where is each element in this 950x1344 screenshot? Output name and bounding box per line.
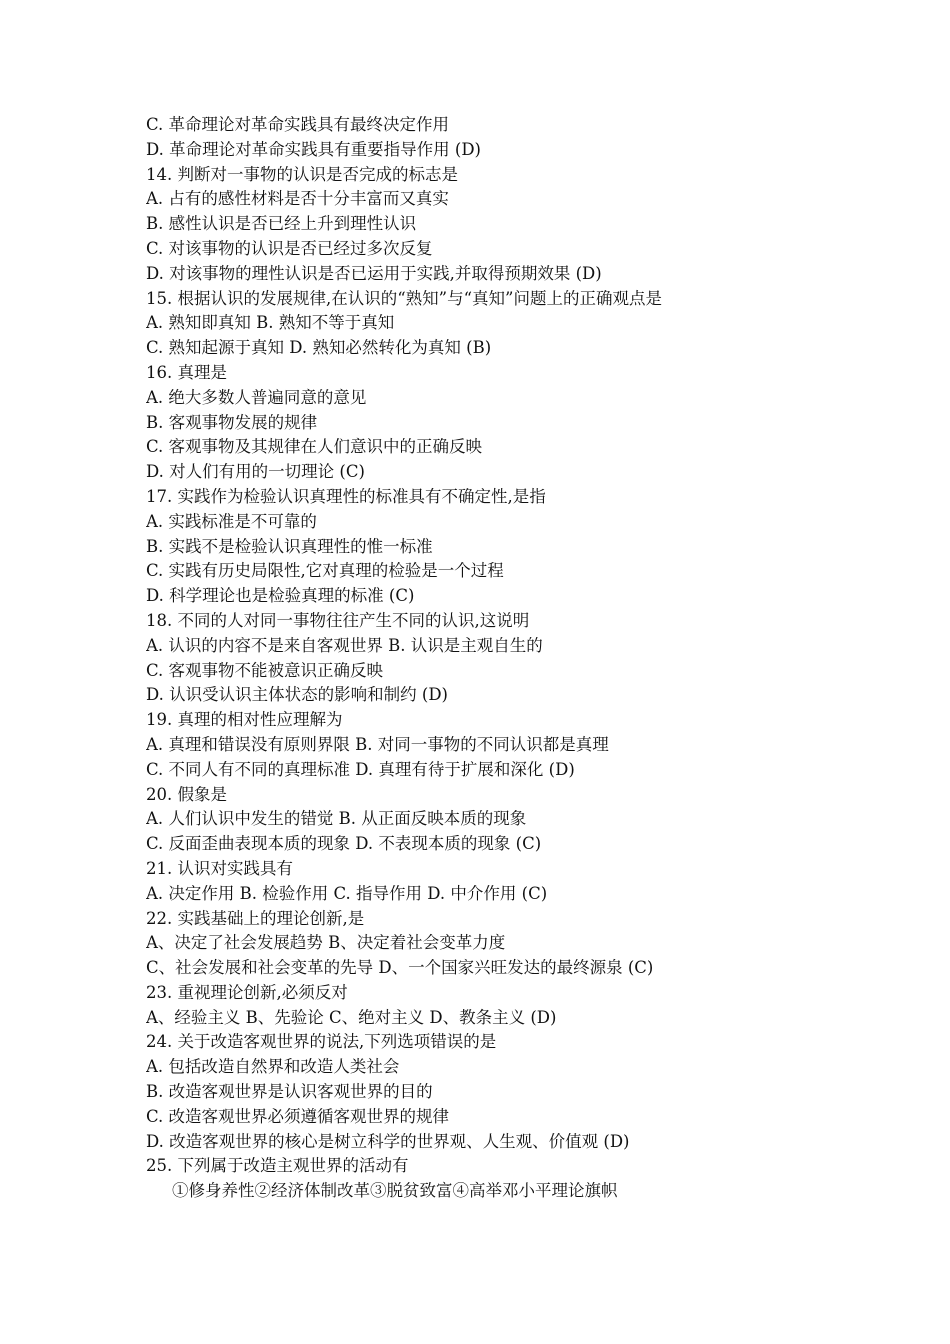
- text-line: 14. 判断对一事物的认识是否完成的标志是: [146, 164, 458, 184]
- text-line: 24. 关于改造客观世界的说法,下列选项错误的是: [146, 1032, 497, 1052]
- text-line: B. 客观事物发展的规律: [146, 412, 318, 432]
- text-line: 16. 真理是: [146, 362, 227, 382]
- text-line: A. 占有的感性材料是否十分丰富而又真实: [146, 189, 449, 209]
- text-line: C. 对该事物的认识是否已经过多次反复: [146, 238, 433, 258]
- text-line: C. 改造客观世界必须遵循客观世界的规律: [146, 1106, 450, 1126]
- text-line: 20. 假象是: [146, 784, 227, 804]
- text-line: B. 感性认识是否已经上升到理性认识: [146, 214, 417, 234]
- text-line: A. 真理和错误没有原则界限 B. 对同一事物的不同认识都是真理: [146, 734, 609, 754]
- text-line: A. 实践标准是不可靠的: [146, 511, 317, 531]
- question-list: [146, 113, 926, 1204]
- text-line: A. 熟知即真知 B. 熟知不等于真知: [146, 313, 395, 333]
- text-line: A. 绝大多数人普遍同意的意见: [146, 387, 367, 407]
- text-line: D. 对人们有用的一切理论 (C): [146, 462, 365, 482]
- text-line: 25. 下列属于改造主观世界的活动有: [146, 1156, 409, 1176]
- text-line: 21. 认识对实践具有: [146, 858, 293, 878]
- text-line: A、决定了社会发展趋势 B、决定着社会变革力度: [146, 933, 506, 953]
- text-line: A、经验主义 B、先验论 C、绝对主义 D、教条主义 (D): [146, 1007, 557, 1027]
- text-line: D. 革命理论对革命实践具有重要指导作用 (D): [146, 139, 481, 159]
- text-line: A. 决定作用 B. 检验作用 C. 指导作用 D. 中介作用 (C): [146, 883, 548, 903]
- text-line: 18. 不同的人对同一事物往往产生不同的认识,这说明: [146, 610, 530, 630]
- text-line: ①修身养性②经济体制改革③脱贫致富④高举邓小平理论旗帜: [172, 1181, 618, 1201]
- text-line: A. 包括改造自然界和改造人类社会: [146, 1057, 400, 1077]
- text-line: C. 客观事物及其规律在人们意识中的正确反映: [146, 437, 483, 457]
- text-line: B. 改造客观世界是认识客观世界的目的: [146, 1082, 433, 1102]
- text-line: C. 不同人有不同的真理标准 D. 真理有待于扩展和深化 (D): [146, 759, 575, 779]
- text-line: D. 科学理论也是检验真理的标准 (C): [146, 586, 415, 606]
- text-line: B. 实践不是检验认识真理性的惟一标准: [146, 536, 433, 556]
- text-line: 17. 实践作为检验认识真理性的标准具有不确定性,是指: [146, 486, 546, 506]
- text-line: 15. 根据认识的发展规律,在认识的“熟知”与“真知”问题上的正确观点是: [146, 288, 662, 308]
- text-line: C、社会发展和社会变革的先导 D、一个国家兴旺发达的最终源泉 (C): [146, 958, 654, 978]
- text-line: D. 认识受认识主体状态的影响和制约 (D): [146, 685, 448, 705]
- text-line: 22. 实践基础上的理论创新,是: [146, 908, 365, 928]
- text-line: C. 实践有历史局限性,它对真理的检验是一个过程: [146, 561, 504, 581]
- text-line: 19. 真理的相对性应理解为: [146, 710, 343, 730]
- text-line: C. 客观事物不能被意识正确反映: [146, 660, 384, 680]
- text-line: D. 改造客观世界的核心是树立科学的世界观、人生观、价值观 (D): [146, 1131, 630, 1151]
- text-line: C. 革命理论对革命实践具有最终决定作用: [146, 115, 450, 134]
- text-line: D. 对该事物的理性认识是否已运用于实践,并取得预期效果 (D): [146, 263, 602, 283]
- text-line: C. 反面歪曲表现本质的现象 D. 不表现本质的现象 (C): [146, 834, 542, 854]
- text-line: A. 人们认识中发生的错觉 B. 从正面反映本质的现象: [146, 809, 527, 829]
- text-line: A. 认识的内容不是来自客观世界 B. 认识是主观自生的: [146, 635, 543, 655]
- text-line: 23. 重视理论创新,必须反对: [146, 982, 348, 1002]
- text-line: C. 熟知起源于真知 D. 熟知必然转化为真知 (B): [146, 338, 492, 358]
